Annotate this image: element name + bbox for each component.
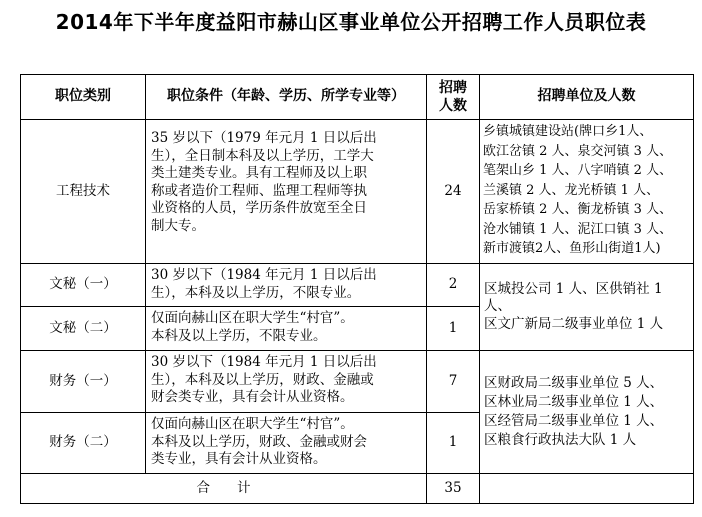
row-category: 财务（一） [49, 372, 117, 389]
row-conditions: 30 岁以下（1984 年元月 1 日以后出 生），本科及以上学历，不限专业。 [151, 267, 377, 301]
recruitment-table [20, 74, 694, 504]
row-count: 24 [444, 182, 462, 199]
units-wenmi: 区城投公司 1 人、区供销社 1 人、 区文广新局二级事业单位 1 人 [484, 280, 664, 332]
header-units: 招聘单位及人数 [537, 88, 636, 105]
header-category: 职位类别 [55, 88, 111, 105]
row-conditions: 30 岁以下（1984 年元月 1 日以后出 生），本科及以上学历，财政、金融或 财会类专业，具有会计从业资格。 [151, 354, 377, 405]
row-category: 文秘（二） [49, 319, 117, 336]
row-conditions: 35 岁以下（1979 年元月 1 日以后出 生），全日制本科及以上学历，工学大 类土建类专业。具有工程师及以上职 称或者造价工程师、监理工程师等执 业资格的人员，学历条件放宽至全日 制大专。 [151, 130, 377, 234]
row-count: 2 [448, 276, 458, 293]
total-count: 35 [444, 479, 462, 496]
total-label: 合 计 [196, 479, 251, 496]
header-count: 招聘 人数 [439, 80, 467, 114]
row-category: 财务（二） [49, 434, 117, 451]
units-caiwu: 区财政局二级事业单位 5 人、 区林业局二级事业单位 1 人、 区经管局二级事业单位 1 人、 区粮食行政执法大队 1 人 [484, 375, 664, 448]
row-category: 文秘（一） [49, 276, 117, 293]
row-conditions: 仅面向赫山区在职大学生“村官”。 本科及以上学历，不限专业。 [151, 310, 354, 344]
row-units: 乡镇城镇建设站(牌口乡1人、 欧江岔镇 2 人、泉交河镇 3 人、 笔架山乡 1 人、八字哨镇 2 人、 兰溪镇 2 人、龙光桥镇 1 人、 岳家桥镇 2 人、衡龙桥镇 3 人、 沧水铺镇 1 人、泥江口镇 3 人、 新市渡镇2人、鱼形山街道1人) [483, 124, 673, 256]
row-count: 1 [448, 319, 458, 336]
header-conditions: 职位条件（年龄、学历、所学专业等） [167, 88, 405, 105]
row-conditions: 仅面向赫山区在职大学生“村官”。 本科及以上学历，财政、金融或财会 类专业，具有会计从业资格。 [151, 416, 367, 467]
row-count: 7 [448, 372, 458, 389]
row-count: 1 [448, 434, 458, 451]
page-title: 2014年下半年度益阳市赫山区事业单位公开招聘工作人员职位表 [55, 10, 647, 34]
row-category: 工程技术 [56, 182, 110, 199]
total-empty-cell [480, 474, 693, 503]
